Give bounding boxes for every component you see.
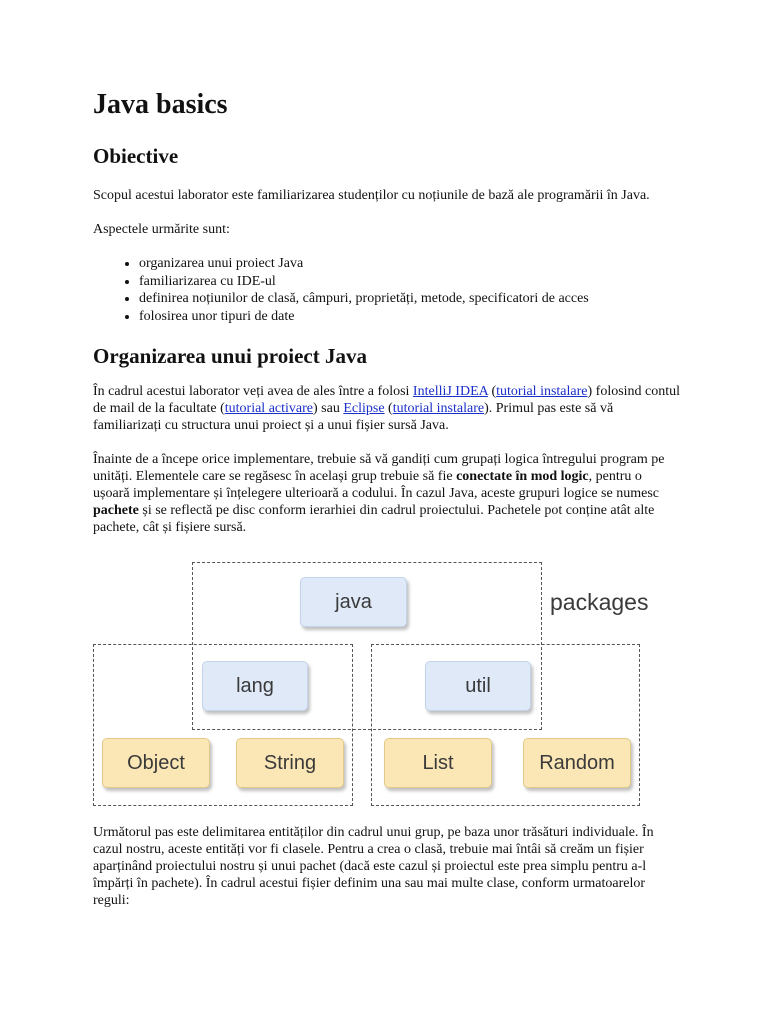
packages-diagram xyxy=(93,562,673,808)
classes-paragraph: Următorul pas este delimitarea entităților din cadrul unui grup, pe baza unor trăsături individuale. În cazul nostru, aceste entități vor fi clasele. Pentru a crea o clasă, trebuie mai întâi să creăm un fișier aparținând proiectului nostru și unui pachet (dacă este cazul și proiectul este prea simplu pentru a-l împărți în pachete). În cadrul acestui fișier definim una sau mai multe clase, conform urmatoarelor reguli: xyxy=(93,825,654,908)
tutorial-install-idea-link[interactable]: tutorial instalare xyxy=(496,384,588,399)
bold-packages: pachete xyxy=(93,503,139,518)
bold-logical-connection: conectate în mod logic xyxy=(456,469,589,484)
aspects-label: Aspectele urmărite sunt: xyxy=(93,222,230,237)
list-item: • familiarizarea cu IDE-ul xyxy=(139,273,681,291)
list-item: • organizarea unui proiect Java xyxy=(139,255,681,273)
objective-intro: Scopul acestui laborator este familiarizarea studenților cu noțiunile de bază ale programării în Java. xyxy=(93,188,650,203)
package-lang: lang xyxy=(202,661,308,711)
class-list: List xyxy=(384,738,492,788)
class-random: Random xyxy=(523,738,631,788)
packages-caption: packages xyxy=(550,589,649,615)
ide-paragraph: În cadrul acestui laborator veți avea de ales între a folosi IntelliJ IDEA (tutorial instalare) folosind contul de mail de la facultate (tutorial activare) sau Eclipse (tutorial instalare). Primul pas este să vă familiarizați cu structura unui proiect și a unui fișier sursă Java. xyxy=(93,384,681,433)
list-item: • definirea noțiunilor de clasă, câmpuri, proprietăți, metode, specificatori de acces xyxy=(139,290,681,308)
page-title: Java basics xyxy=(93,89,228,120)
objective-heading: Obiective xyxy=(93,144,179,168)
after-diagram-section xyxy=(93,824,681,926)
list-item: • folosirea unor tipuri de date xyxy=(139,308,681,326)
package-util: util xyxy=(425,661,531,711)
tutorial-activation-link[interactable]: tutorial activare xyxy=(224,401,313,416)
package-java: java xyxy=(300,577,407,627)
intellij-idea-link[interactable]: IntelliJ IDEA xyxy=(412,384,488,399)
eclipse-link[interactable]: Eclipse xyxy=(343,401,385,416)
class-string: String xyxy=(236,738,344,788)
aspects-list xyxy=(93,255,681,325)
document-body xyxy=(93,85,681,553)
packages-paragraph: Înainte de a începe orice implementare, trebuie să vă gandiți cum grupați logica întregului program pe unități. Elementele care se regăsesc în același grup trebuie să fie conectate în mod logic, pentru o ușoară implementare și înțelegere ulterioară a codului. În cazul Java, aceste grupuri logice se numesc pachete și se reflectă pe disc conform ierarhiei din cadrul proiectului. Pachetele pot conține atât alte pachete, cât și fișiere sursă. xyxy=(93,452,665,535)
organization-heading: Organizarea unui proiect Java xyxy=(93,344,367,368)
class-object: Object xyxy=(102,738,210,788)
tutorial-install-eclipse-link[interactable]: tutorial instalare xyxy=(392,401,485,416)
